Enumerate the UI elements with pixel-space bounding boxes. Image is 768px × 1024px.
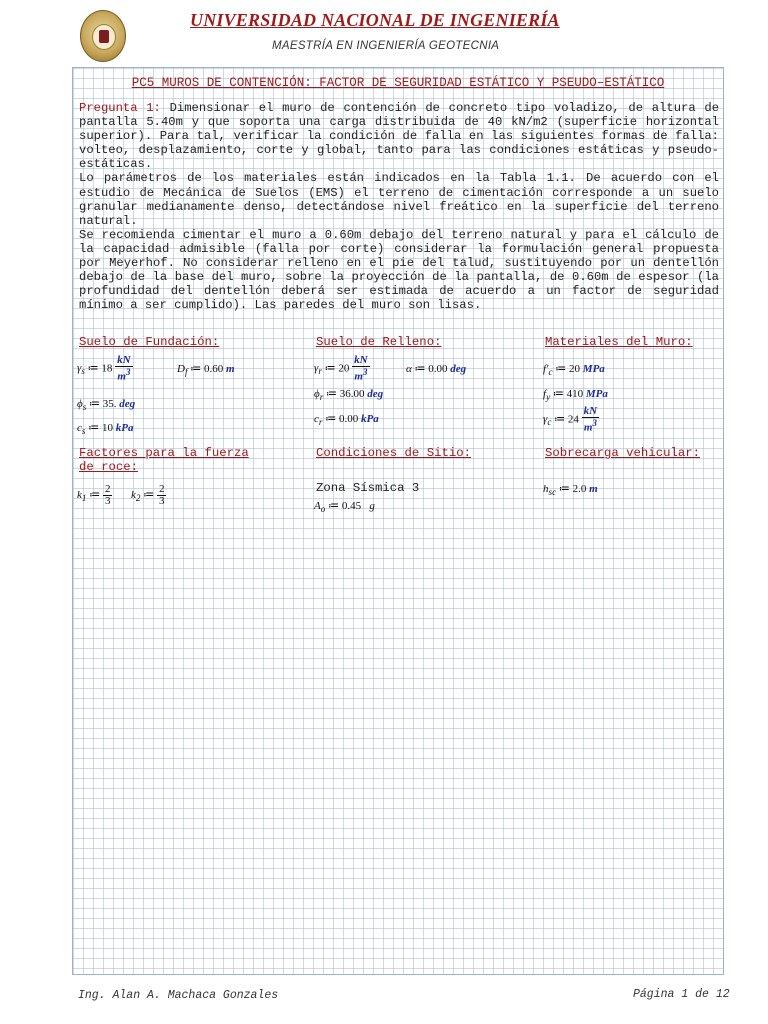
c-s-eq: $c_s$ ≔ 10 kPa [77,422,134,437]
section-title-fundacion: Suelo de Fundación: [79,335,220,349]
section-title-sobrecarga: Sobrecarga vehicular: [545,446,700,460]
footer-page-number: Página 1 de 12 [633,988,730,1001]
gamma-s-eq: $\gamma_s$ ≔ 18 $\frac{kN}{m^3}$ [77,354,131,383]
footer-author: Ing. Alan A. Machaca Gonzales [78,989,279,1002]
university-logo [80,10,126,62]
section-title-sitio: Condiciones de Sitio: [316,446,471,460]
sheet-title: PC5 MUROS DE CONTENCIÓN: FACTOR DE SEGURIDAD ESTÁTICO Y PSEUDO–ESTÁTICO [131,76,665,90]
k1-eq: $k_1$ ≔ $\frac{2}{3}$ [77,483,111,507]
problem-statement [79,101,719,312]
df-eq: $D_f$ ≔ 0.60 m [177,363,235,378]
section-title-factores: Factores para la fuerza de roce: [79,446,249,474]
ao-eq: $A_o$ ≔ 0.45 g [314,500,375,515]
gamma-r-eq: $\gamma_r$ ≔ 20 $\frac{kN}{m^3}$ [314,354,368,383]
paragraph-2: Lo parámetros de los materiales están indicados en la Tabla 1.1. De acuerdo con el estudio de Mecánica de Suelos (EMS) el terreno de cimentación corresponde a un suelo granular medianamente denso, detectándose nivel freático en la superficie del terreno natural. [79,171,719,228]
k2-eq: $k_2$ ≔ $\frac{2}{3}$ [131,483,165,507]
paragraph-1-text: Dimensionar el muro de contención de concreto tipo voladizo, de altura de pantalla 5.40m y que soporta una carga distribuida de 40 kN/m2 (superficie horizontal superior). Para tal, verificar la condición de falla en las siguientes formas de falla: volteo, desplazamiento, corte y global, tanto para las condiciones estáticas y pseudo-estáticas. [79,101,720,172]
zona-sismica: Zona Sísmica 3 [316,481,420,495]
university-title: UNIVERSIDAD NACIONAL DE INGENIERÍA [190,10,560,30]
program-subtitle: MAESTRÍA EN INGENIERÍA GEOTECNIA [272,40,500,52]
question-label: Pregunta 1: [79,101,161,115]
fc-eq: $f'_c$ ≔ 20 MPa [543,363,605,378]
gamma-c-eq: $\gamma_c$ ≔ 24 $\frac{kN}{m^3}$ [543,405,598,434]
phi-s-eq: $\phi_s$ ≔ 35. deg [77,398,136,413]
alpha-eq: α ≔ 0.00 deg [406,363,467,375]
hsc-eq: $h_{sc}$ ≔ 2.0 m [543,483,598,498]
paragraph-3: Se recomienda cimentar el muro a 0.60m debajo del terreno natural y para el cálculo de la capacidad admisible (falla por corte) considerar la formulación general propuesta por Meyerhof. No considerar relleno en el pie del talud, sustituyendo por un dentellón debajo de la base del muro, sobre la proyección de la pantalla, de 0.60m de espesor (la profundidad del dentellón deberá ser estimada de acuerdo a un factor de seguridad mínimo a ser cumplido). Las paredes del muro son lisas. [79,227,719,313]
section-title-relleno: Suelo de Relleno: [316,335,442,349]
c-r-eq: $c_r$ ≔ 0.00 kPa [314,413,379,428]
worksheet [72,67,724,975]
phi-r-eq: $\phi_r$ ≔ 36.00 deg [314,388,384,403]
fy-eq: $f_y$ ≔ 410 MPa [543,388,608,403]
section-title-materiales: Materiales del Muro: [545,335,693,349]
paragraph-1 [79,101,719,171]
